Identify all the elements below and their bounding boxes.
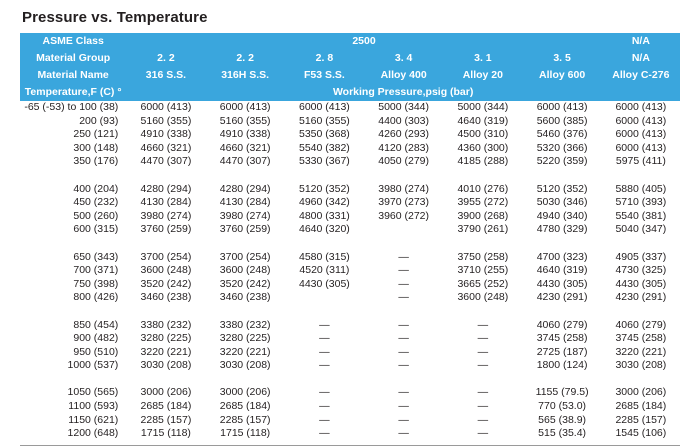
- pressure-cell: —: [285, 332, 364, 346]
- pressure-cell: —: [285, 427, 364, 441]
- pressure-cell: 4120 (283): [364, 142, 443, 156]
- pressure-cell: 3955 (272): [443, 196, 522, 210]
- table-row: [20, 264, 680, 278]
- pressure-cell: 5600 (385): [522, 115, 601, 129]
- pressure-cell: 4050 (279): [364, 155, 443, 169]
- pressure-cell: 3980 (274): [126, 210, 205, 224]
- table-row: [20, 346, 680, 360]
- temperature-cell: 1000 (537): [20, 359, 126, 373]
- temperature-cell: 900 (482): [20, 332, 126, 346]
- pressure-cell: 5000 (344): [443, 101, 522, 115]
- pressure-cell: 3980 (274): [206, 210, 285, 224]
- pressure-cell: 5460 (376): [522, 128, 601, 142]
- pressure-cell: 3000 (206): [126, 386, 205, 400]
- pressure-cell: 3030 (208): [126, 359, 205, 373]
- pressure-cell: 3280 (225): [206, 332, 285, 346]
- pressure-cell: 4230 (291): [602, 291, 680, 305]
- pressure-cell: 3980 (274): [364, 183, 443, 197]
- pressure-cell: 1715 (118): [206, 427, 285, 441]
- pressure-cell: 3710 (255): [443, 264, 522, 278]
- pressure-cell: 6000 (413): [522, 101, 601, 115]
- pressure-cell: 5540 (381): [602, 210, 680, 224]
- pressure-cell: 4905 (337): [602, 251, 680, 265]
- pressure-cell: 3030 (208): [602, 359, 680, 373]
- material-group-na: N/A: [602, 50, 680, 67]
- temperature-cell: 500 (260): [20, 210, 126, 224]
- pressure-cell: 4500 (310): [443, 128, 522, 142]
- pressure-cell: 3745 (258): [602, 332, 680, 346]
- pressure-cell: 1715 (118): [126, 427, 205, 441]
- pressure-cell: 515 (35.4): [522, 427, 601, 441]
- pressure-temperature-table: [20, 33, 680, 441]
- material-group-6: 3. 5: [522, 50, 601, 67]
- pressure-cell: 4580 (315): [285, 251, 364, 265]
- pressure-cell: 4800 (331): [285, 210, 364, 224]
- table-header-group: [20, 33, 680, 101]
- pressure-cell: 3520 (242): [206, 278, 285, 292]
- table-row: [20, 414, 680, 428]
- temperature-cell: 950 (510): [20, 346, 126, 360]
- pressure-cell: 3460 (238): [206, 291, 285, 305]
- pressure-cell: 4400 (303): [364, 115, 443, 129]
- pressure-cell: 4940 (340): [522, 210, 601, 224]
- header-value-class-na: N/A: [602, 33, 680, 50]
- pressure-cell: —: [285, 319, 364, 333]
- pressure-cell: 3280 (225): [126, 332, 205, 346]
- pressure-cell: 5710 (393): [602, 196, 680, 210]
- pressure-cell: 4430 (305): [522, 278, 601, 292]
- row-group-gap-cell: [20, 373, 680, 387]
- material-name-1: 316 S.S.: [126, 67, 205, 84]
- temperature-cell: 600 (315): [20, 223, 126, 237]
- pressure-cell: 3600 (248): [206, 264, 285, 278]
- pressure-cell: 6000 (413): [602, 115, 680, 129]
- temperature-cell: 200 (93): [20, 115, 126, 129]
- temperature-cell: 450 (232): [20, 196, 126, 210]
- row-group-gap: [20, 237, 680, 251]
- pressure-cell: —: [443, 427, 522, 441]
- pressure-cell: —: [364, 414, 443, 428]
- pressure-cell: 2285 (157): [602, 414, 680, 428]
- pressure-cell: —: [285, 414, 364, 428]
- pressure-cell: 3380 (232): [126, 319, 205, 333]
- table-body: [20, 101, 680, 441]
- pressure-cell: 2685 (184): [602, 400, 680, 414]
- header-label-material-name: Material Name: [20, 67, 126, 84]
- pressure-cell: 4640 (320): [285, 223, 364, 237]
- row-group-gap-cell: [20, 305, 680, 319]
- table-row: [20, 319, 680, 333]
- pressure-cell: 3760 (259): [126, 223, 205, 237]
- pressure-cell: —: [364, 278, 443, 292]
- pressure-cell: —: [364, 332, 443, 346]
- pressure-cell: 6000 (413): [602, 142, 680, 156]
- pressure-cell: 5975 (411): [602, 155, 680, 169]
- pressure-cell: —: [443, 332, 522, 346]
- pressure-cell: 4060 (279): [602, 319, 680, 333]
- header-label-temperature: Temperature,F (C) °: [20, 84, 126, 101]
- pressure-cell: 4700 (323): [522, 251, 601, 265]
- pressure-cell: 6000 (413): [126, 101, 205, 115]
- pressure-cell: —: [364, 264, 443, 278]
- pressure-cell: [285, 291, 364, 305]
- pressure-cell: —: [443, 414, 522, 428]
- pressure-cell: 2685 (184): [126, 400, 205, 414]
- pressure-cell: 4280 (294): [206, 183, 285, 197]
- pressure-cell: 4360 (300): [443, 142, 522, 156]
- material-name-3: F53 S.S.: [285, 67, 364, 84]
- pressure-cell: 3220 (221): [602, 346, 680, 360]
- pressure-cell: 4185 (288): [443, 155, 522, 169]
- pressure-cell: 3790 (261): [443, 223, 522, 237]
- temperature-cell: 300 (148): [20, 142, 126, 156]
- pressure-cell: 5000 (344): [364, 101, 443, 115]
- pressure-cell: 3600 (248): [443, 291, 522, 305]
- pressure-cell: 2285 (157): [206, 414, 285, 428]
- pressure-cell: 5880 (405): [602, 183, 680, 197]
- table-row: [20, 128, 680, 142]
- table-row: [20, 115, 680, 129]
- material-name-4: Alloy 400: [364, 67, 443, 84]
- table-row: [20, 332, 680, 346]
- pressure-cell: —: [285, 346, 364, 360]
- pressure-cell: 4130 (284): [206, 196, 285, 210]
- pressure-cell: 3000 (206): [602, 386, 680, 400]
- pressure-cell: 3600 (248): [126, 264, 205, 278]
- pressure-cell: 4780 (329): [522, 223, 601, 237]
- pressure-cell: 3700 (254): [206, 251, 285, 265]
- pressure-cell: 6000 (413): [285, 101, 364, 115]
- pressure-cell: 3960 (272): [364, 210, 443, 224]
- pressure-cell: 4910 (338): [126, 128, 205, 142]
- pressure-cell: 4260 (293): [364, 128, 443, 142]
- material-group-4: 3. 4: [364, 50, 443, 67]
- pressure-cell: 5220 (359): [522, 155, 601, 169]
- temperature-cell: 700 (371): [20, 264, 126, 278]
- pressure-cell: 4430 (305): [602, 278, 680, 292]
- pressure-cell: —: [443, 346, 522, 360]
- pressure-cell: 3380 (232): [206, 319, 285, 333]
- material-name-5: Alloy 20: [443, 67, 522, 84]
- temperature-cell: -65 (-53) to 100 (38): [20, 101, 126, 115]
- pressure-cell: 3750 (258): [443, 251, 522, 265]
- row-group-gap: [20, 373, 680, 387]
- temperature-cell: 400 (204): [20, 183, 126, 197]
- pressure-cell: 6000 (413): [602, 128, 680, 142]
- pressure-cell: 4640 (319): [522, 264, 601, 278]
- temperature-cell: 750 (398): [20, 278, 126, 292]
- table-row: [20, 400, 680, 414]
- pressure-cell: —: [364, 386, 443, 400]
- pressure-cell: 1545 (106): [602, 427, 680, 441]
- pressure-cell: 1800 (124): [522, 359, 601, 373]
- header-value-class: 2500: [126, 33, 601, 50]
- pressure-cell: —: [364, 427, 443, 441]
- material-group-2: 2. 2: [206, 50, 285, 67]
- temperature-cell: 1050 (565): [20, 386, 126, 400]
- pressure-cell: 5160 (355): [285, 115, 364, 129]
- pressure-cell: 3220 (221): [126, 346, 205, 360]
- pressure-cell: 5030 (346): [522, 196, 601, 210]
- pressure-cell: 5320 (366): [522, 142, 601, 156]
- temperature-cell: 250 (121): [20, 128, 126, 142]
- material-group-3: 2. 8: [285, 50, 364, 67]
- pressure-cell: 3700 (254): [126, 251, 205, 265]
- row-group-gap-cell: [20, 237, 680, 251]
- material-group-1: 2. 2: [126, 50, 205, 67]
- pressure-cell: 6000 (413): [602, 101, 680, 115]
- pressure-cell: 4280 (294): [126, 183, 205, 197]
- pressure-cell: 4060 (279): [522, 319, 601, 333]
- temperature-cell: 350 (176): [20, 155, 126, 169]
- pressure-cell: 770 (53.0): [522, 400, 601, 414]
- pressure-cell: 5160 (355): [126, 115, 205, 129]
- pressure-cell: —: [443, 319, 522, 333]
- pressure-cell: 2725 (187): [522, 346, 601, 360]
- header-label-asme-class: ASME Class: [20, 33, 126, 50]
- table-row: [20, 291, 680, 305]
- pressure-cell: 3745 (258): [522, 332, 601, 346]
- table-row: [20, 427, 680, 441]
- row-group-gap: [20, 305, 680, 319]
- page-title: Pressure vs. Temperature: [22, 9, 208, 26]
- temperature-cell: 1150 (621): [20, 414, 126, 428]
- header-label-material-group: Material Group: [20, 50, 126, 67]
- pressure-cell: 3520 (242): [126, 278, 205, 292]
- pressure-cell: 4910 (338): [206, 128, 285, 142]
- table-row: [20, 101, 680, 115]
- pressure-cell: —: [443, 359, 522, 373]
- pressure-cell: —: [364, 400, 443, 414]
- pressure-cell: —: [285, 386, 364, 400]
- pressure-cell: —: [443, 400, 522, 414]
- temperature-cell: 650 (343): [20, 251, 126, 265]
- pressure-cell: 3030 (208): [206, 359, 285, 373]
- pressure-cell: 4660 (321): [206, 142, 285, 156]
- pressure-cell: 565 (38.9): [522, 414, 601, 428]
- pressure-cell: 5540 (382): [285, 142, 364, 156]
- pressure-cell: —: [364, 291, 443, 305]
- material-name-6: Alloy 600: [522, 67, 601, 84]
- pressure-cell: 5330 (367): [285, 155, 364, 169]
- pressure-cell: 4640 (319): [443, 115, 522, 129]
- header-row-asme-class: [20, 33, 680, 50]
- pressure-cell: 3665 (252): [443, 278, 522, 292]
- pressure-cell: 4730 (325): [602, 264, 680, 278]
- header-working-pressure: Working Pressure,psig (bar): [126, 84, 680, 101]
- pressure-cell: 3000 (206): [206, 386, 285, 400]
- row-group-gap: [20, 169, 680, 183]
- pressure-cell: 4470 (307): [206, 155, 285, 169]
- pressure-cell: —: [285, 400, 364, 414]
- pressure-cell: —: [364, 251, 443, 265]
- pressure-cell: 4010 (276): [443, 183, 522, 197]
- pressure-cell: 4470 (307): [126, 155, 205, 169]
- pressure-cell: 3220 (221): [206, 346, 285, 360]
- pressure-cell: 5350 (368): [285, 128, 364, 142]
- table-row: [20, 142, 680, 156]
- pressure-cell: [364, 223, 443, 237]
- pressure-cell: 4660 (321): [126, 142, 205, 156]
- table-row: [20, 183, 680, 197]
- pressure-cell: 4230 (291): [522, 291, 601, 305]
- table-row: [20, 210, 680, 224]
- pressure-cell: 3460 (238): [126, 291, 205, 305]
- material-name-2: 316H S.S.: [206, 67, 285, 84]
- pressure-cell: —: [285, 359, 364, 373]
- row-group-gap-cell: [20, 169, 680, 183]
- pressure-cell: 5120 (352): [522, 183, 601, 197]
- pressure-cell: 4430 (305): [285, 278, 364, 292]
- pressure-cell: 3970 (273): [364, 196, 443, 210]
- pressure-cell: —: [443, 386, 522, 400]
- material-name-na: Alloy C-276: [602, 67, 680, 84]
- table-row: [20, 386, 680, 400]
- header-row-material-name: [20, 67, 680, 84]
- pressure-cell: 4130 (284): [126, 196, 205, 210]
- pressure-cell: 4960 (342): [285, 196, 364, 210]
- pressure-cell: 2285 (157): [126, 414, 205, 428]
- pressure-cell: 5120 (352): [285, 183, 364, 197]
- pressure-cell: —: [364, 359, 443, 373]
- table-row: [20, 359, 680, 373]
- pressure-cell: 6000 (413): [206, 101, 285, 115]
- temperature-cell: 850 (454): [20, 319, 126, 333]
- temperature-cell: 800 (426): [20, 291, 126, 305]
- table-row: [20, 223, 680, 237]
- table-row: [20, 278, 680, 292]
- temperature-cell: 1100 (593): [20, 400, 126, 414]
- pressure-cell: 5160 (355): [206, 115, 285, 129]
- pressure-cell: 2685 (184): [206, 400, 285, 414]
- pressure-cell: 5040 (347): [602, 223, 680, 237]
- pressure-cell: 4520 (311): [285, 264, 364, 278]
- table-row: [20, 196, 680, 210]
- pressure-cell: —: [364, 346, 443, 360]
- temperature-cell: 1200 (648): [20, 427, 126, 441]
- pressure-cell: 3900 (268): [443, 210, 522, 224]
- table-row: [20, 155, 680, 169]
- material-group-5: 3. 1: [443, 50, 522, 67]
- header-row-temperature: [20, 84, 680, 101]
- pressure-cell: 3760 (259): [206, 223, 285, 237]
- pressure-cell: 1155 (79.5): [522, 386, 601, 400]
- pressure-cell: —: [364, 319, 443, 333]
- header-row-material-group: [20, 50, 680, 67]
- table-row: [20, 251, 680, 265]
